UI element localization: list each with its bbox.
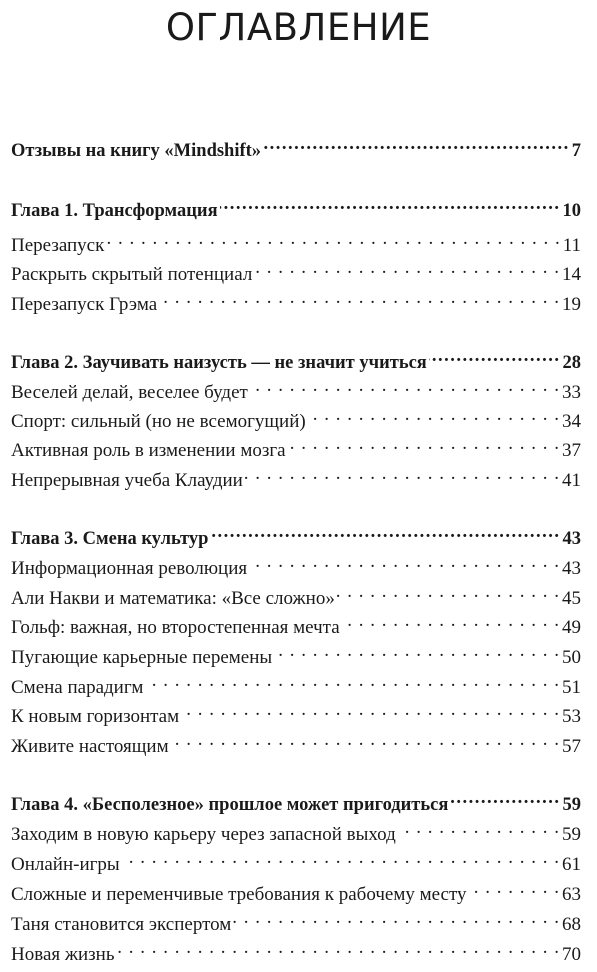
toc-entry-title: Смена парадигм <box>11 677 144 698</box>
toc-page-number: 33 <box>562 382 581 403</box>
toc-entry-title: Живите настоящим <box>11 736 169 757</box>
dot-leader <box>308 403 560 427</box>
toc-section-entry <box>11 609 581 638</box>
dot-leader <box>469 876 560 900</box>
dot-leader <box>106 227 560 251</box>
toc-page-number: 45 <box>562 588 581 609</box>
dot-leader <box>220 192 561 216</box>
dot-leader <box>274 639 560 663</box>
toc-page-number: 57 <box>562 736 581 757</box>
dot-leader <box>181 698 560 722</box>
toc-entry-title: Гольф: важная, но второстепенная мечта <box>11 617 340 638</box>
dot-leader <box>429 344 561 368</box>
toc-page-number: 28 <box>562 353 581 373</box>
toc-entry-title: Пугающие карьерные перемены <box>11 647 273 668</box>
toc-chapter-entry <box>11 132 581 161</box>
toc-page-number: 53 <box>562 706 581 727</box>
toc-page-number: 37 <box>562 440 581 461</box>
toc-entry-title: Глава 1. Трансформация <box>11 201 218 221</box>
toc-section-entry <box>11 816 581 845</box>
toc-entry-title: Глава 4. «Бесполезное» прошлое может пригодиться <box>11 795 449 815</box>
toc-section-entry <box>11 286 581 315</box>
dot-leader <box>159 286 560 310</box>
toc-page-number: 43 <box>562 529 581 549</box>
toc-entry-title: Сложные и переменчивые требования к рабочему месту <box>11 884 467 905</box>
toc-entry-title: Глава 2. Заучивать наизусть — не значит учиться <box>11 353 427 373</box>
toc-page-number: 51 <box>562 677 581 698</box>
dot-leader <box>263 132 570 156</box>
toc-page-number: 70 <box>562 944 581 965</box>
dot-leader <box>117 936 561 960</box>
dot-leader <box>249 550 560 574</box>
toc-chapter-entry <box>11 520 581 549</box>
dot-leader <box>254 256 560 280</box>
toc-entry-title: Таня становится экспертом <box>11 914 232 935</box>
toc-entry-title: Активная роль в изменении мозга <box>11 440 286 461</box>
toc-page-number: 61 <box>562 854 581 875</box>
toc-section-entry <box>11 374 581 403</box>
toc-page-number: 59 <box>562 795 581 815</box>
toc-page-number: 34 <box>562 411 581 432</box>
toc-entry-title: Онлайн-игры <box>11 854 120 875</box>
dot-leader <box>171 728 560 752</box>
toc-entry-title: Информационная революция <box>11 558 248 579</box>
toc-entry-title: К новым горизонтам <box>11 706 180 727</box>
toc-entry-title: Раскрыть скрытый потенциал <box>11 264 253 285</box>
toc-page-number: 10 <box>562 201 581 221</box>
toc-section-entry <box>11 728 581 757</box>
toc-chapter-entry <box>11 786 581 815</box>
dot-leader <box>288 432 560 456</box>
toc-entry-title: Глава 3. Смена культур <box>11 529 209 549</box>
toc-section-entry <box>11 227 581 256</box>
dot-leader <box>250 374 560 398</box>
dot-leader <box>122 846 560 870</box>
toc-page-number: 14 <box>562 264 581 285</box>
toc-page-number: 19 <box>562 294 581 315</box>
toc-chapter-entry <box>11 344 581 373</box>
toc-entry-title: Спорт: сильный (но не всемогущий) <box>11 411 306 432</box>
toc-page-number: 7 <box>571 141 581 161</box>
toc-section-entry <box>11 432 581 461</box>
page-title: ОГЛАВЛЕНИЕ <box>165 6 432 49</box>
toc-section-entry <box>11 256 581 285</box>
toc-entry-title: Отзывы на книгу «Mindshift» <box>11 141 262 161</box>
toc-page-number: 50 <box>562 647 581 668</box>
toc-page-number: 11 <box>562 235 581 256</box>
toc-section-entry <box>11 639 581 668</box>
toc-entry-title: Новая жизнь <box>11 944 115 965</box>
toc-section-entry <box>11 936 581 965</box>
dot-leader <box>342 609 560 633</box>
toc-entry-title: Заходим в новую карьеру через запасной выход <box>11 824 396 845</box>
toc-page-number: 43 <box>562 558 581 579</box>
toc-page-number: 49 <box>562 617 581 638</box>
toc-section-entry <box>11 580 581 609</box>
toc-page-number: 41 <box>562 470 581 491</box>
toc-section-entry <box>11 876 581 905</box>
dot-leader <box>245 462 560 486</box>
dot-leader <box>145 669 560 693</box>
toc-entry-title: Перезапуск Грэма <box>11 294 158 315</box>
toc-entry-title: Перезапуск <box>11 235 105 256</box>
toc-entry-title: Веселей делай, веселее будет <box>11 382 248 403</box>
toc-section-entry <box>11 698 581 727</box>
dot-leader <box>210 520 560 544</box>
toc-page-number: 59 <box>562 824 581 845</box>
toc-page-number: 63 <box>562 884 581 905</box>
toc-section-entry <box>11 403 581 432</box>
toc-section-entry <box>11 462 581 491</box>
toc-section-entry <box>11 669 581 698</box>
toc-entry-title: Али Накви и математика: «Все сложно» <box>11 588 335 609</box>
toc-entry-title: Непрерывная учеба Клаудии <box>11 470 243 491</box>
toc-section-entry <box>11 906 581 935</box>
toc-chapter-entry <box>11 192 581 221</box>
toc-section-entry <box>11 846 581 875</box>
dot-leader <box>233 906 560 930</box>
dot-leader <box>398 816 560 840</box>
toc-section-entry <box>11 550 581 579</box>
dot-leader <box>337 580 560 604</box>
dot-leader <box>450 786 560 810</box>
toc-page-number: 68 <box>562 914 581 935</box>
